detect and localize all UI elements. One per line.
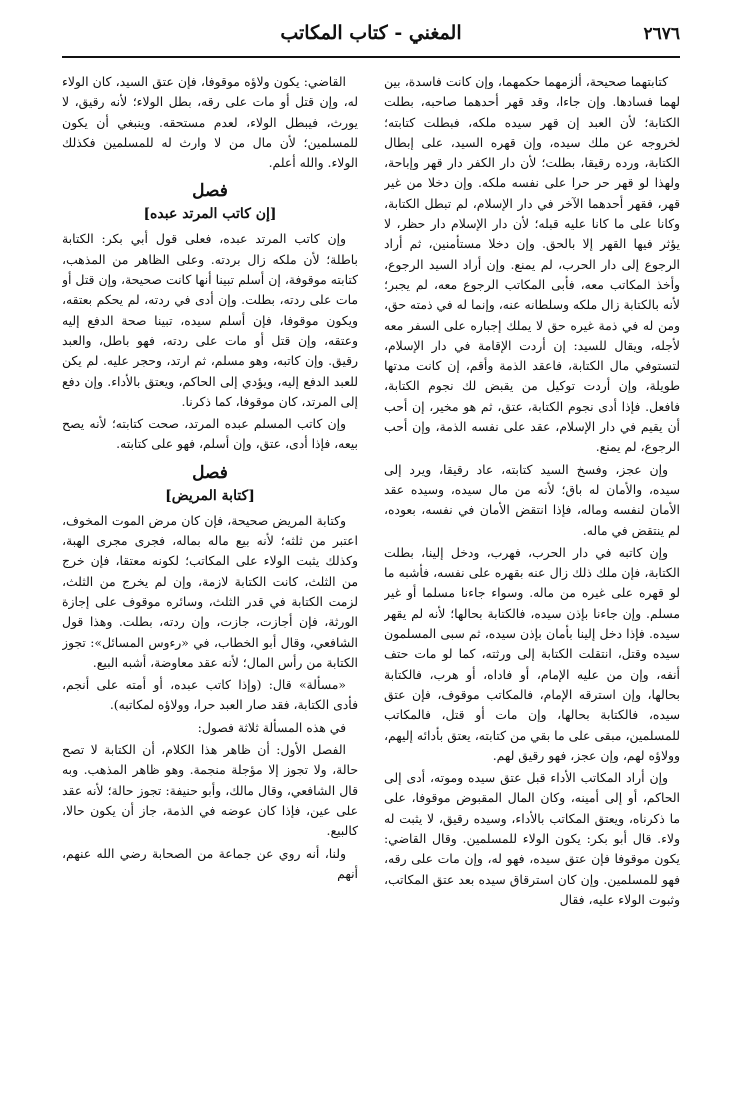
section-title: فصل — [192, 462, 228, 483]
paragraph: كتابتهما صحيحة، ألزمهما حكمهما، وإن كانت فاسدة، بين لهما فسادها. وإن جاءا، وقد قهر أحدهما صاحبه، بطلت الكتابة؛ لأن العبد إن قهر سيده ملكه، فبطلت كتابته؛ لخروجه عن ملك سيده، وإن قهره السيد، على إبطال الكتابة، ورده رقيقا، بطلت؛ لأن دار الكفر دار قهر وإباحة، ولهذا لو قهر حر حرا على نفسه ملكه. وإن دخلا من غير قهر، فقهر أحدهما الآخر في دار الإسلام، لم تبطل الكتابة، وكانا على ما كانا عليه قبله؛ لأن دار الإسلام دار حظر، لا يؤثر فيها القهر إلا بالحق. وإن دخلا مستأمنين، ثم أراد الرجوع إلى دار الحرب، لم يمنع. وإن أراد السيد الرجوع، وأخذ المكاتب معه، فأبى المكاتب الرجوع معه، لم يجبر؛ لأنه بالكتابة زال ملكه وسلطانه عنه، وإنما له في ذمته حق، ومن له في ذمة غيره حق لا يملك إجباره على السفر معه لأجله، ويقال للسيد: إن أردت الإقامة في دار الإسلام، لتستوفي مال الكتابة، فاعقد الذمة وأقم، إن كانت مدتها طويلة، وإن أردت توكيل من يقبض لك نجوم الكتابة، فافعل. فإذا أدى نجوم الكتابة، عتق، ثم هو مخير، إن أحب أن يقيم في دار الإسلام، عقد على نفسه الذمة، وإن أحب الرجوع، لم يمنع. — [384, 74, 680, 455]
right-column — [384, 72, 680, 1077]
paragraph: ولنا، أنه روي عن جماعة من الصحابة رضي الله عنهم، أنهم — [62, 845, 358, 881]
paragraph: وإن كاتب المرتد عبده، فعلى قول أبي بكر: الكتابة باطلة؛ لأن ملكه زال بردته. وعلى الظاهر من المذهب، كتابته موقوفة، إن أسلم تبينا أنها كانت صحيحة، وإن قتل أو مات على ردته، بطلت. وإن أدى في ردته، لم يحكم بعتقه، ويكون موقوفا، فإن أسلم سيده، تبينا صحة الدفع إليه وعتقه، وإن قتل أو مات على ردته، فهو باطل، والعبد رقيق. وإن كاتبه، وهو مسلم، ثم ارتد، وحجر عليه. لم يكن للعبد الدفع إليه، ويؤدي إلى الحاكم، ويعتق بالأداء. وإن دفع إلى المرتد، كان موقوفا، كما ذكرنا. — [62, 231, 358, 409]
paragraph: في هذه المسألة ثلاثة فصول: — [197, 719, 346, 735]
paragraph: الفصل الأول: أن ظاهر هذا الكلام، أن الكتابة لا تصح حالة، ولا تجوز إلا مؤجلة منجمة. وهو ظاهر المذهب. وبه قال الشافعي، وقال مالك، وأبو حنيفة: تجوز حالة؛ لأنه عقد على عين، فإذا كان عوضه في الذمة، جاز أن يكون حالا، كالبيع. — [62, 742, 358, 839]
paragraph: وإن أراد المكاتب الأداء قبل عتق سيده وموته، أدى إلى الحاكم، أو إلى أمينه، وكان المال المقبوض موقوفا، على ما ذكرناه، ويعتق المكاتب بالأداء، وسيده رقيق، لا يثبت له ولاء. قال أبو بكر: يكون الولاء للمسلمين. وقال القاضي: يكون موقوفا فإن عتق سيده، فهو له، وإن مات على رقه، فهو للمسلمين. وإن كان استرقاق سيده بعد عتق المكاتب، وثبوت الولاء عليه، فقال — [384, 770, 680, 907]
paragraph: القاضي: يكون ولاؤه موقوفا، فإن عتق السيد، كان الولاء له، وإن قتل أو مات على رقه، بطل الولاء؛ لأنه رقيق، لا يورث، فيبطل الولاء، لعدم مستحقه. وينبغي أن يكون للمسلمين؛ لأن مال من لا وارث له للمسلمين فكذلك الولاء. والله أعلم. — [62, 74, 358, 171]
paragraph: وإن كاتب المسلم عبده المرتد، صحت كتابته؛ لأنه يصح بيعه، فإذا أدى، عتق، وإن أسلم، فهو على كتابته. — [62, 416, 358, 452]
section-title: فصل — [192, 181, 228, 202]
running-title: المغني - كتاب المكاتب — [280, 22, 462, 44]
section-subtitle: [كتابة المريض] — [165, 487, 255, 504]
paragraph: وإن عجز، وفسخ السيد كتابته، عاد رقيقا، ويرد إلى سيده، والأمان له باق؛ لأنه من مال سيده، وسيده عقد الأمان لنفسه وماله، فإذا انتقض الأمان في نفسه، بعوده، لم ينتقض في ماله. — [384, 461, 680, 538]
page-number: ٢٦٧٦ — [643, 24, 680, 44]
paragraph: «مسألة» قال: (وإذا كاتب عبده، أو أمته على أنجم، فأدى الكتابة، فقد صار العبد حرا، وولاؤه لمكاتبه). — [62, 677, 358, 713]
left-column — [62, 72, 358, 1077]
section-subtitle: [إن كاتب المرتد عبده] — [143, 206, 277, 223]
text-columns — [62, 72, 680, 1077]
paragraph: وإن كاتبه في دار الحرب، فهرب، ودخل إلينا، بطلت الكتابة، فإن ملك ذلك زال عنه بقهره على نفسه، فأشبه ما لو قهره على غيره من ماله. وسواء جاءنا مسلما أو غير مسلم. وإن جاءنا بإذن سيده، فالكتابة بحالها؛ لأنه لم يقهر سيده. فإذا دخل إلينا بأمان بإذن سيده، ثم سبى المسلمون سيده وقتل، انتقلت الكتابة إلى ورثته، كما لو مات حتف أنفه، وإن من عليه الإمام، أو فاداه، أو هرب، فالكتابة بحالها، وإن استرقه الإمام، فالمكاتب موقوف، فإن عتق سيده، فالكتابة بحالها، وإن مات أو قتل، فالمكاتب للمسلمين، مبقى على ما بقي من كتابته، يعتق بأدائه إليهم، وولاؤه لهم، وإن عجز، فهو رقيق لهم. — [384, 544, 680, 763]
page-header — [62, 22, 680, 58]
paragraph: وكتابة المريض صحيحة، فإن كان مرض الموت المخوف، اعتبر من ثلثه؛ لأنه بيع ماله بماله، فجرى مجرى الهبة، وكذلك يثبت الولاء على المكاتب؛ لكونه معتقا، فإن خرج من الثلث، كانت الكتابة لازمة، وإن لم يخرج من الثلث، لزمت الكتابة في قدر الثلث، وسائره موقوف على إجازة الورثة، فإن أجازت، جازت، وإن ردته، بطلت. وهذا قول الشافعي، وقال أبو الخطاب، في «رءوس المسائل»: تجوز الكتابة من رأس المال؛ لأنه عقد معاوضة، أشبه البيع. — [62, 512, 358, 670]
